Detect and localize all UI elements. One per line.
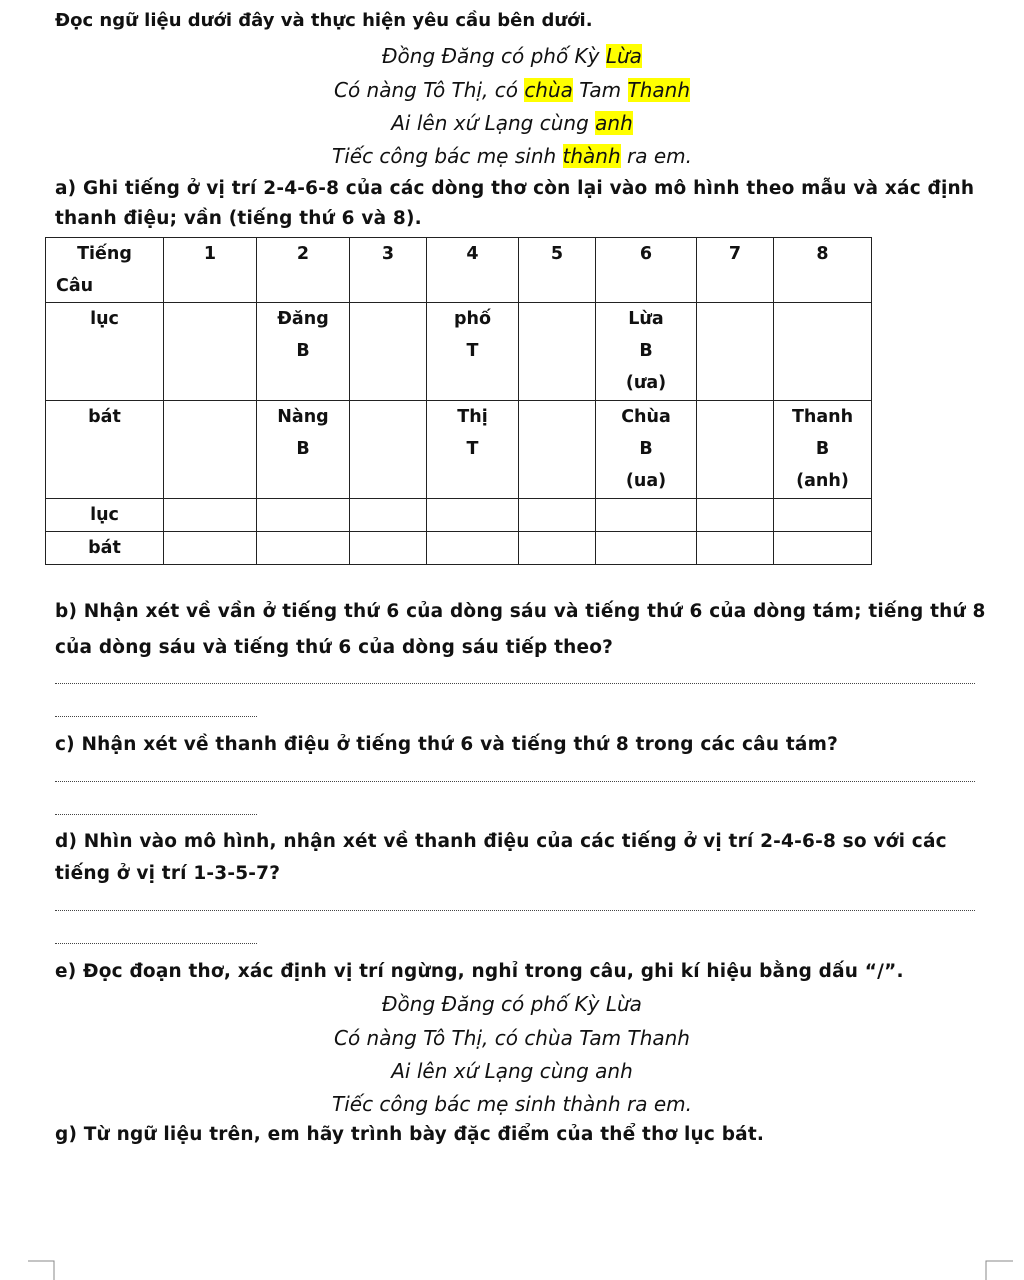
- poem-line-2: Có nàng Tô Thị, có chùa Tam Thanh: [334, 78, 690, 102]
- cell-text: Thanh: [791, 407, 854, 427]
- table-cell[interactable]: [697, 499, 774, 532]
- header-cell: 6: [596, 238, 697, 303]
- highlight-lua: Lừa: [605, 44, 642, 68]
- table-cell[interactable]: [257, 532, 350, 565]
- cell-text: (ua): [625, 471, 667, 491]
- poem2-line-2: Có nàng Tô Thị, có chùa Tam Thanh: [334, 1026, 690, 1050]
- table-cell[interactable]: [350, 303, 427, 401]
- table-cell[interactable]: [596, 303, 697, 401]
- header-cell: 7: [697, 238, 774, 303]
- table-header-row: [46, 238, 872, 303]
- highlight-thanh: Thanh: [627, 78, 690, 102]
- cell-text: Đăng: [277, 309, 329, 329]
- table-cell[interactable]: [164, 401, 257, 499]
- table-row: [46, 532, 872, 565]
- highlight-thanh-2: thành: [562, 144, 621, 168]
- question-a-line-1: a) Ghi tiếng ở vị trí 2-4-6-8 của các dòng thơ còn lại vào mô hình theo mẫu và xác định: [55, 178, 975, 199]
- header-cell: 5: [519, 238, 596, 303]
- header-cell: 3: [350, 238, 427, 303]
- table-cell[interactable]: [519, 499, 596, 532]
- table-cell[interactable]: [257, 303, 350, 401]
- table-cell[interactable]: [164, 303, 257, 401]
- page-corner-mark-left: [28, 1260, 56, 1280]
- answer-line[interactable]: [55, 716, 257, 717]
- cell-text: B: [639, 341, 653, 361]
- highlight-anh: anh: [595, 111, 633, 135]
- instruction-title: Đọc ngữ liệu dưới đây và thực hiện yêu cầu bên dưới.: [55, 10, 593, 31]
- table-cell[interactable]: [596, 401, 697, 499]
- question-g-line-1: g) Từ ngữ liệu trên, em hãy trình bày đặc điểm của thể thơ lục bát.: [55, 1124, 765, 1145]
- question-a-line-2: thanh điệu; vần (tiếng thứ 6 và 8).: [55, 208, 422, 229]
- header-cell: 4: [427, 238, 519, 303]
- table-cell[interactable]: [350, 532, 427, 565]
- highlight-chua: chùa: [524, 78, 573, 102]
- table-cell[interactable]: [350, 401, 427, 499]
- table-cell[interactable]: [427, 303, 519, 401]
- page-corner-mark-right: [985, 1260, 1013, 1280]
- row-label: lục: [46, 499, 164, 532]
- table-cell[interactable]: [164, 532, 257, 565]
- question-d-line-1: d) Nhìn vào mô hình, nhận xét về thanh điệu của các tiếng ở vị trí 2-4-6-8 so với các: [55, 831, 947, 852]
- cell-text: phố: [453, 309, 491, 329]
- table-cell[interactable]: [257, 401, 350, 499]
- cell-text: B: [296, 439, 310, 459]
- table-cell[interactable]: [697, 401, 774, 499]
- table-cell[interactable]: [774, 401, 872, 499]
- cell-text: T: [466, 439, 479, 459]
- table-cell[interactable]: [596, 532, 697, 565]
- table-row: [46, 401, 872, 499]
- answer-line[interactable]: [55, 814, 257, 815]
- row-label: lục: [46, 303, 164, 401]
- answer-line[interactable]: [55, 683, 975, 684]
- cell-text: B: [296, 341, 310, 361]
- table-row: [46, 499, 872, 532]
- header-cell: 2: [257, 238, 350, 303]
- cell-text: Nàng: [277, 407, 329, 427]
- poem-line-4: Tiếc công bác mẹ sinh thành ra em.: [332, 144, 692, 168]
- corner-tieng: Tiếng: [77, 244, 132, 264]
- question-d-line-2: tiếng ở vị trí 1-3-5-7?: [55, 863, 281, 884]
- answer-line[interactable]: [55, 781, 975, 782]
- question-e-line-1: e) Đọc đoạn thơ, xác định vị trí ngừng, nghỉ trong câu, ghi kí hiệu bằng dấu “/”.: [55, 961, 904, 982]
- table-cell[interactable]: [774, 532, 872, 565]
- cell-text: (ưa): [625, 373, 667, 393]
- row-label: bát: [46, 532, 164, 565]
- poem-model-table: [45, 237, 872, 565]
- poem2-line-3: Ai lên xứ Lạng cùng anh: [391, 1059, 633, 1083]
- corner-cau: Câu: [56, 276, 94, 296]
- cell-text: Chùa: [621, 407, 671, 427]
- table-cell[interactable]: [519, 303, 596, 401]
- question-b-line-1: b) Nhận xét về vần ở tiếng thứ 6 của dòng sáu và tiếng thứ 6 của dòng tám; tiếng thứ 8: [55, 601, 986, 622]
- table-cell[interactable]: [164, 499, 257, 532]
- table-cell[interactable]: [697, 303, 774, 401]
- table-cell[interactable]: [596, 499, 697, 532]
- cell-text: (anh): [796, 471, 849, 491]
- table-cell[interactable]: [697, 532, 774, 565]
- table-cell[interactable]: [519, 401, 596, 499]
- cell-text: Thị: [457, 407, 488, 427]
- poem-line-1: Đồng Đăng có phố Kỳ Lừa: [382, 44, 642, 68]
- table-row: [46, 303, 872, 401]
- table-cell[interactable]: [427, 499, 519, 532]
- header-cell: 8: [774, 238, 872, 303]
- answer-line[interactable]: [55, 910, 975, 911]
- header-cell: 1: [164, 238, 257, 303]
- question-c-line-1: c) Nhận xét về thanh điệu ở tiếng thứ 6 và tiếng thứ 8 trong các câu tám?: [55, 734, 839, 755]
- cell-text: T: [466, 341, 479, 361]
- poem2-line-4: Tiếc công bác mẹ sinh thành ra em.: [332, 1092, 692, 1116]
- table-cell[interactable]: [427, 401, 519, 499]
- poem-line-3: Ai lên xứ Lạng cùng anh: [391, 111, 633, 135]
- cell-text: Lừa: [628, 309, 664, 329]
- table-cell[interactable]: [774, 499, 872, 532]
- table-cell[interactable]: [519, 532, 596, 565]
- table-cell[interactable]: [427, 532, 519, 565]
- cell-text: B: [639, 439, 653, 459]
- corner-cell: [46, 238, 164, 303]
- question-b-line-2: của dòng sáu và tiếng thứ 6 của dòng sáu tiếp theo?: [55, 637, 614, 658]
- row-label: bát: [46, 401, 164, 499]
- table-cell[interactable]: [257, 499, 350, 532]
- answer-line[interactable]: [55, 943, 257, 944]
- table-cell[interactable]: [774, 303, 872, 401]
- poem2-line-1: Đồng Đăng có phố Kỳ Lừa: [382, 992, 642, 1016]
- cell-text: B: [815, 439, 830, 459]
- table-cell[interactable]: [350, 499, 427, 532]
